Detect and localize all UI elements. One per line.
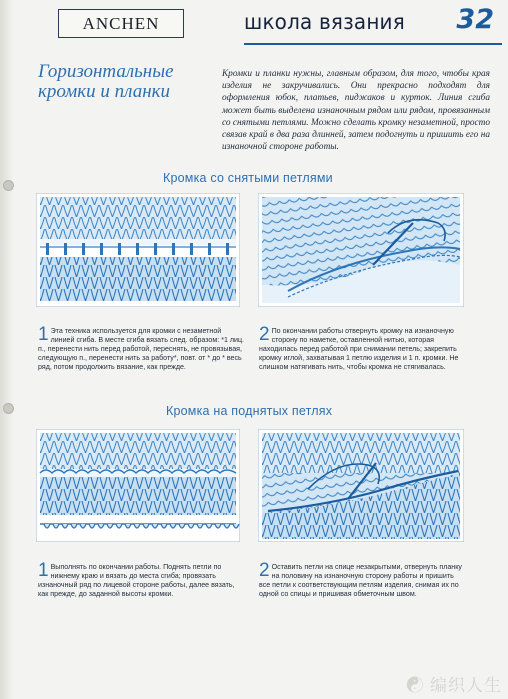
step-number: 2 <box>259 560 270 581</box>
slipped-stitch <box>82 243 85 255</box>
section2-title: Кромка на поднятых петлях <box>166 404 333 418</box>
section2-step2 <box>259 560 464 599</box>
slipped-stitch <box>226 243 229 255</box>
figure-sewing-hem <box>258 193 464 307</box>
header-rule <box>244 43 502 45</box>
step-text: По окончании работы отвернуть кромку на изнаночную сторону по наметке, оставленной нитью, которая находилась перед работой при снимании петель; закрепить кромку иглой, захватывая 1 петлю изделия и 1 п. кромки. Не слишком натягивать нить, чтобы кромка не стягивалась. <box>259 327 459 372</box>
binder-hole <box>3 180 14 191</box>
figure-sewing-open-stitches <box>258 429 464 542</box>
slipped-stitch <box>100 243 103 255</box>
slipped-stitch <box>46 243 49 255</box>
step-number: 2 <box>259 324 270 345</box>
slipped-stitch <box>190 243 193 255</box>
brand-name: ANCHEN <box>82 13 160 33</box>
slipped-stitch <box>154 243 157 255</box>
issue-number: 32 <box>456 4 494 35</box>
figure-slipped-stitch-fold <box>36 193 240 307</box>
step-text: Эта техника используется для кромки с незаметной линией сгиба. В месте сгиба вязать след. образом: *1 лиц. п., перенести нить перед работой, переснять, не провязывая, следующую п., перенести нить за работу*, повт. от * до * весь ряд, потом продолжить вязание, как прежде. <box>38 327 245 372</box>
section1-step1 <box>38 324 245 372</box>
step-text: Оставить петли на спице незакрытыми, отвернуть планку на половину на изнаночную сторону работы и пришить все петли к соответствующим петлям изделия, снимая их по одной со спицы и пришивая обметочным швом. <box>259 563 462 599</box>
page-binding <box>0 0 14 699</box>
section2-step1 <box>38 560 244 599</box>
article-intro: Кромки и планки нужны, главным образом, для того, чтобы края изделия не закручивались. Они прекрасно подходят для оформления юбок, платьев, пиджаков и курток. Линия сгиба может быть выделена изнаночным рядом или рядом, провязанным со снятыми петлями. Можно сделать кромку незаметной, просто связав край в два раза длинней, затем подогнуть и пришить его на изнаночной стороне работы. <box>222 69 490 153</box>
step-number: 1 <box>38 324 49 345</box>
section1-title: Кромка со снятыми петлями <box>163 171 333 185</box>
slipped-stitch <box>64 243 67 255</box>
watermark-logo: ☯ 编织人生 <box>406 676 502 695</box>
slipped-stitch <box>172 243 175 255</box>
article-title: Горизонтальные кромки и планки <box>38 61 174 102</box>
slipped-stitch <box>118 243 121 255</box>
binder-hole <box>3 403 14 414</box>
section1-step2 <box>259 324 464 372</box>
step-text: Выполнять по окончании работы. Поднять петли по нижнему краю и вязать до места сгиба; провязать изнаночный ряд по лицевой стороне работы, далее вязать, как прежде, до заданной высоты кромки. <box>38 563 235 599</box>
step-number: 1 <box>38 560 49 581</box>
slipped-stitch <box>208 243 211 255</box>
brand-logo <box>58 9 184 38</box>
slipped-stitch <box>136 243 139 255</box>
series-title: школа вязания <box>244 10 405 34</box>
figure-picked-up-stitches <box>36 429 240 542</box>
